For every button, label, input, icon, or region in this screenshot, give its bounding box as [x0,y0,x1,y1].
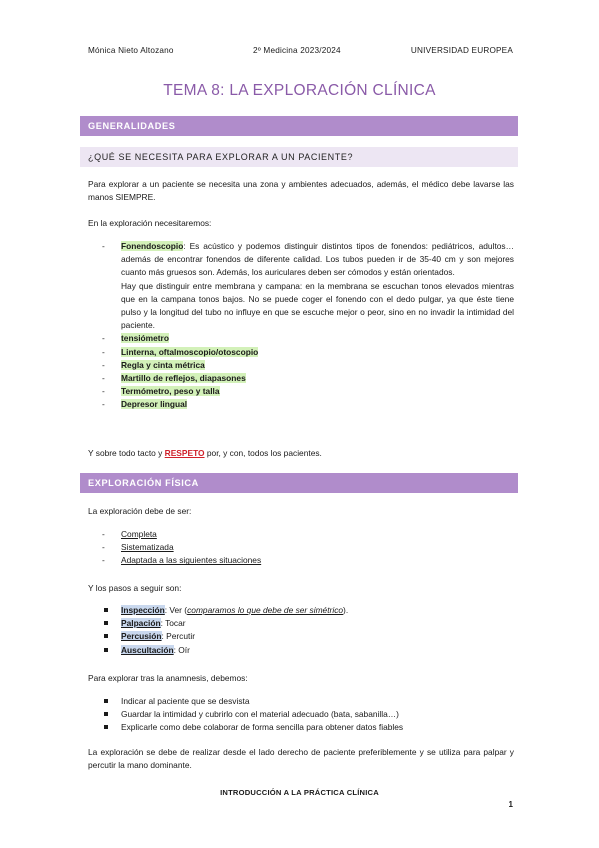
exploracion-requisitos-list [88,528,514,568]
page-title: TEMA 8: LA EXPLORACIÓN CLÍNICA [163,82,436,99]
list-item [88,541,514,554]
list-item [88,721,514,734]
item-termometro: Termómetro, peso y talla [121,386,220,397]
paso-inspeccion-end: ). [343,605,349,615]
paso-palpacion-desc: : Tocar [160,618,186,629]
debemos-list [88,695,514,735]
respeto-lead: Y sobre todo tacto y [88,448,165,458]
item-linterna: Linterna, oftalmoscopio/otoscopio [121,346,259,357]
fis-paragraph-4: La exploración se debe de realizar desde el lado derecho de paciente preferiblemente y se utiliza para palpar y percutir la mano dominante. [88,747,514,770]
list-item [88,630,514,643]
dash-bullet: - [102,346,105,357]
paso-inspeccion: Inspección [121,605,165,615]
paso-auscultacion-desc: : Oír [173,644,190,655]
square-bullet [104,634,108,638]
paso-inspeccion-desc: : Ver ( [164,605,188,615]
gen-paragraph-3 [88,447,514,460]
list-item [88,528,514,541]
item-martillo: Martillo de reflejos, diapasones [121,373,246,384]
square-bullet [104,712,108,716]
square-bullet [104,699,108,703]
gen-paragraph-2: En la exploración necesitaremos: [88,218,212,228]
fis-paragraph-2: Y los pasos a seguir son: [88,583,182,593]
paso-auscultacion: Auscultación [121,644,174,655]
list-item [88,240,514,332]
paso-percusion: Percusión [121,631,162,642]
pasos-list [88,604,514,657]
gen-paragraph-1: Para explorar a un paciente se necesita una zona y ambientes adecuados, además, el médico debe lavarse las manos SIEMPRE. [88,179,514,202]
list-item [88,708,514,721]
dash-bullet: - [102,386,105,397]
dash-bullet: - [102,359,105,370]
dash-bullet: - [102,373,105,384]
square-bullet [104,608,108,612]
list-item [88,554,514,567]
header-course: 2º Medicina 2023/2024 [253,46,341,55]
fonendo-text [121,240,514,280]
dash-bullet: - [102,542,105,553]
item-depresor: Depresor lingual [121,399,188,410]
page-footer: INTRODUCCIÓN A LA PRÁCTICA CLÍNICA [220,788,379,797]
dash-bullet: - [102,555,105,566]
list-item [88,385,514,398]
list-item [88,398,514,411]
square-bullet [104,648,108,652]
item-regla: Regla y cinta métrica [121,359,205,370]
square-bullet [104,621,108,625]
list-item [88,372,514,385]
subsection-que-se-necesita: ¿QUÉ SE NECESITA PARA EXPLORAR A UN PACIENTE? [80,147,518,167]
fis-paragraph-3: Para explorar tras la anamnesis, debemos: [88,673,248,683]
list-item [88,332,514,345]
dash-bullet: - [102,333,105,344]
instrument-list [88,240,514,412]
page-number: 1 [508,800,513,809]
dash-bullet: - [102,399,105,410]
fonendo-extra: Hay que distinguir entre membrana y campana: en la membrana se escuchan tonos elevados mientras que en la campana tonos bajos. No se puede coger el fonendo con el dedo pulgar, ya que éste tiene pulso y la longitud del tubo no influye en que se escuche mejor o peor, sino en no invadir la intimidad del paciente. [121,280,514,331]
requisito-sistematizada: Sistematizada [121,542,174,553]
list-item [88,617,514,630]
list-item [88,644,514,657]
paso-palpacion: Palpación [121,618,161,629]
debemos-item-1: Indicar al paciente que se desvista [121,696,250,706]
header-author: Mónica Nieto Altozano [88,46,174,55]
dash-bullet: - [102,241,105,251]
respeto-tail: por, y con, todos los pacientes. [204,448,322,458]
section-generalidades: GENERALIDADES [80,116,518,136]
item-tensiometro: tensiómetro [121,333,169,344]
requisito-adaptada: Adaptada a las siguientes situaciones [121,555,262,566]
paso-inspeccion-note: comparamos lo que debe de ser simétrico [187,605,344,615]
list-item [88,346,514,359]
requisito-completa: Completa [121,529,157,539]
debemos-item-2: Guardar la intimidad y cubrirlo con el material adecuado (bata, sabanilla…) [121,709,399,720]
section-exploracion-fisica: EXPLORACIÓN FÍSICA [80,473,518,493]
square-bullet [104,725,108,729]
list-item [88,359,514,372]
debemos-item-3: Explicarle como debe colaborar de forma sencilla para obtener datos fiables [121,722,404,733]
fonendo-term: Fonendoscopio [121,241,184,251]
fonendo-description: : Es acústico y podemos distinguir distintos tipos de fonendos: pediátricos, adultos… además de encontrar fonendos de diferente calidad. Los tubos pueden ir de 35-40 cm y son mejores cuanto más gruesos son. Además, los auriculares deben ser cómodos y están orientados. [121,241,514,278]
respeto-emphasis: RESPETO [164,448,205,458]
header-university: UNIVERSIDAD EUROPEA [410,46,513,55]
paso-percusion-desc: : Percutir [161,631,196,642]
list-item [88,604,514,617]
fis-paragraph-1: La exploración debe de ser: [88,506,192,516]
list-item [88,695,514,708]
dash-bullet: - [102,529,105,539]
